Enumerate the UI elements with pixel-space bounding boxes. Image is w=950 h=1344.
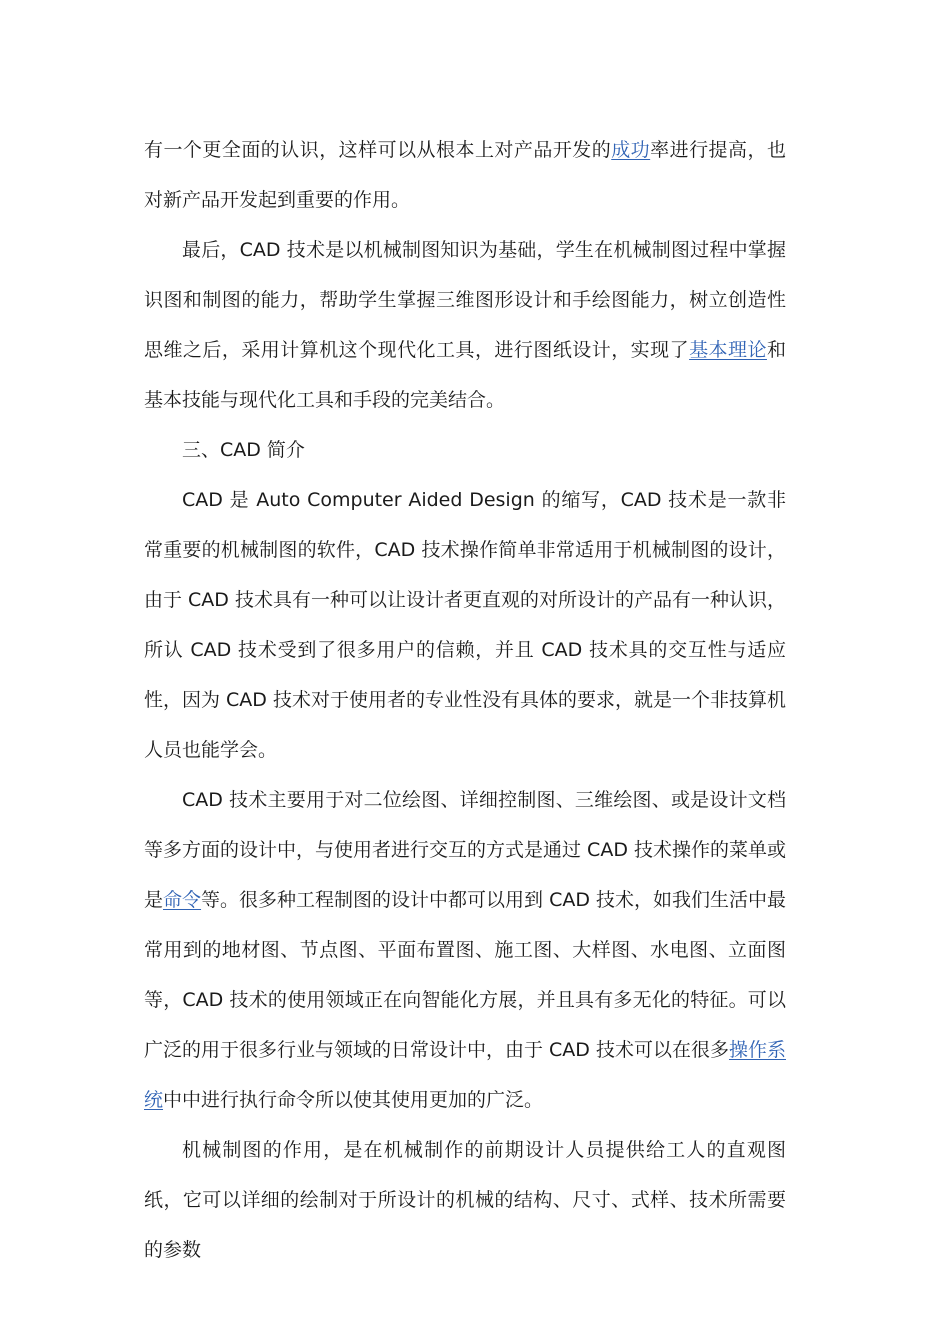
paragraph-1 — [144, 125, 786, 225]
paragraph-1-text-a: 有一个更全面的认识，这样可以从根本上对产品开发的 — [144, 139, 612, 161]
paragraph-4-text-b: 等。很多种工程制图的设计中都可以用到 CAD 技术，如我们生活中最常用到的地材图、节点图、平面布置图、施工图、大样图、水电图、立面图等，CAD 技术的使用领域正在向智能化方展，并且具有多无化的特征。可以广泛的用于很多行业与领域的日常设计中，由于 CAD 技术可以在很多 — [144, 889, 787, 1061]
section-heading: 三、CAD 简介 — [182, 439, 305, 461]
paragraph-4-text-c: 中中进行执行命令所以使其使用更加的广泛。 — [163, 1089, 544, 1111]
link-success[interactable]: 成功 — [611, 139, 651, 161]
link-basic-theory[interactable]: 基本理论 — [689, 339, 767, 361]
paragraph-2 — [144, 225, 786, 425]
link-command[interactable]: 命令 — [163, 889, 202, 911]
paragraph-4 — [144, 775, 786, 1125]
paragraph-1-text-b: 率进行提高，也对新产品开发起到重要的作用。 — [144, 139, 786, 211]
paragraph-2-text-a: 最后，CAD 技术是以机械制图知识为基础，学生在机械制图过程中掌握识图和制图的能力，帮助学生掌握三维图形设计和手绘图能力，树立创造性思维之后，采用计算机这个现代化工具，进行图纸设计，实现了 — [144, 239, 786, 361]
document-body — [144, 125, 786, 1275]
paragraph-5: 机械制图的作用，是在机械制作的前期设计人员提供给工人的直观图纸，它可以详细的绘制对于所设计的机械的结构、尺寸、式样、技术所需要的参数 — [144, 1139, 786, 1261]
link-operating-system[interactable]: 操作系统 — [144, 1039, 786, 1111]
paragraph-2-text-b: 和基本技能与现代化工具和手段的完美结合。 — [144, 339, 786, 411]
paragraph-4-text-a: CAD 技术主要用于对二位绘图、详细控制图、三维绘图、或是设计文档等多方面的设计中，与使用者进行交互的方式是通过 CAD 技术操作的菜单或是 — [144, 789, 786, 911]
paragraph-3: CAD 是 Auto Computer Aided Design 的缩写，CAD 技术是一款非常重要的机械制图的软件，CAD 技术操作简单非常适用于机械制图的设计，由于 CAD 技术具有一种可以让设计者更直观的对所设计的产品有一种认识，所认 CAD 技术受到了很多用户的信赖，并且 CAD 技术具的交互性与适应性，因为 CAD 技术对于使用者的专业性没有具体的要求，就是一个非技算机人员也能学会。 — [144, 489, 786, 761]
